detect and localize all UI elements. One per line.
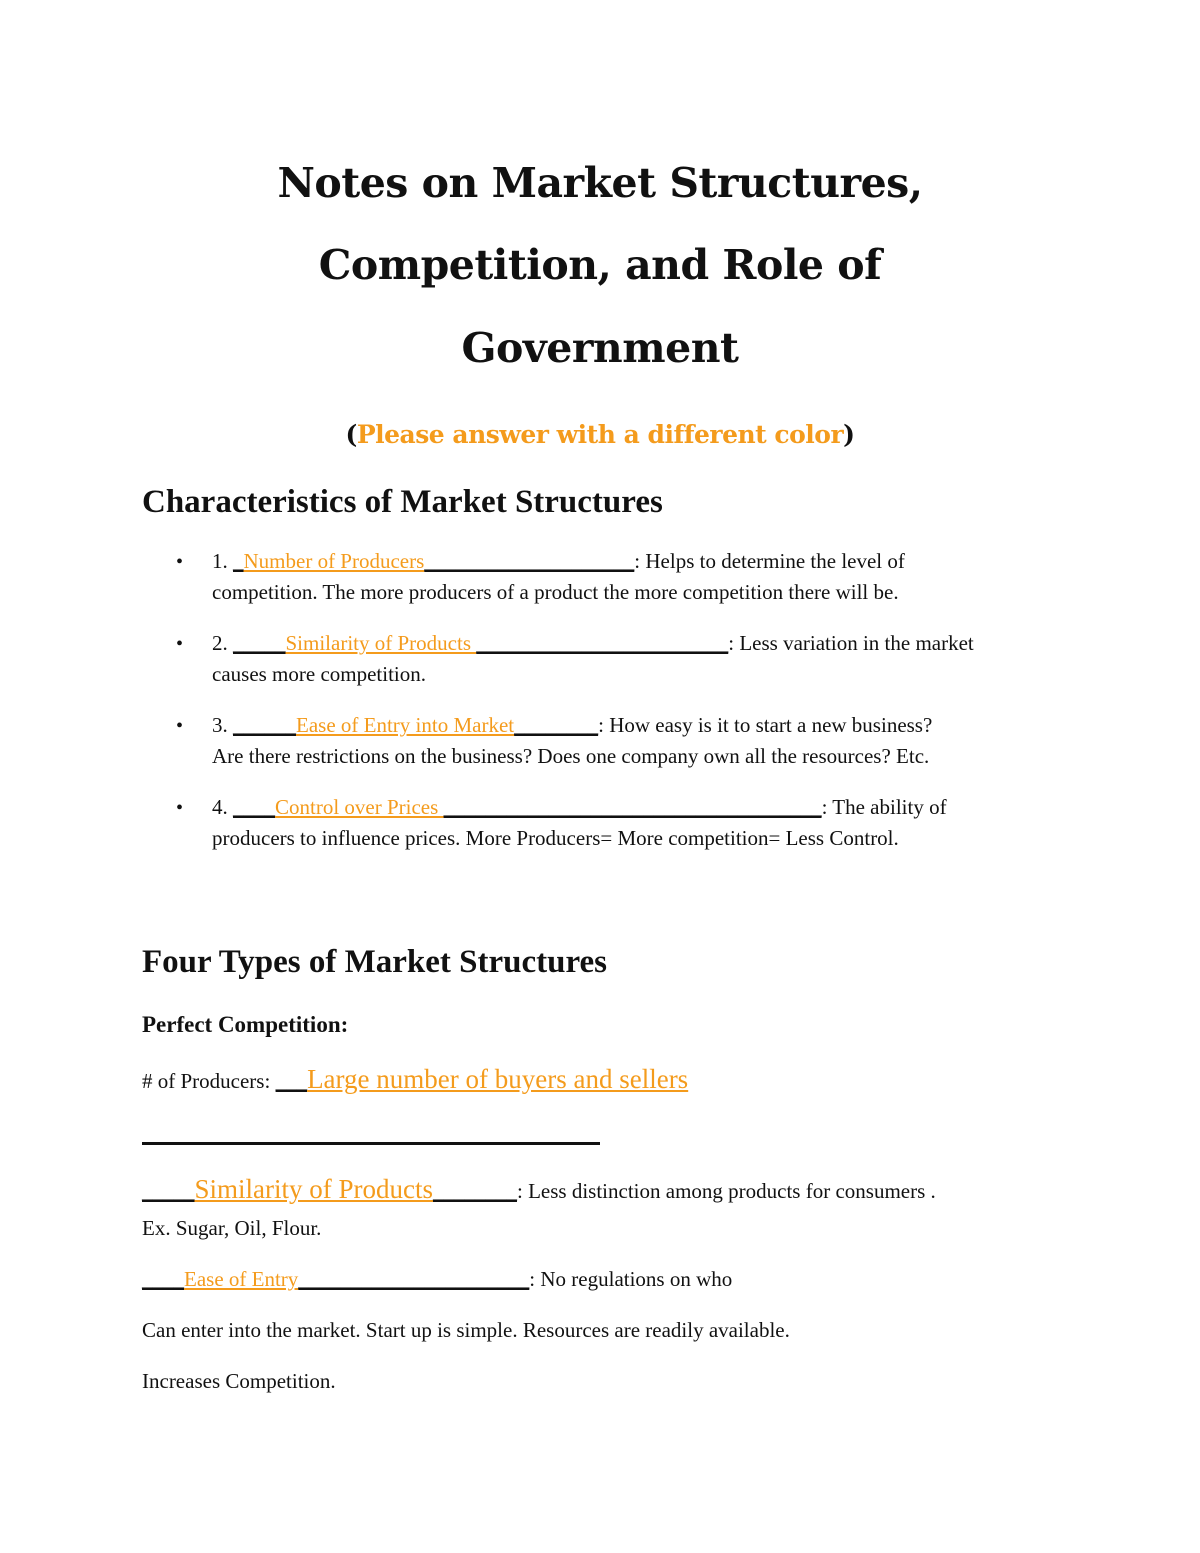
blank-post: ____________________ (424, 549, 635, 573)
list-item (212, 546, 1072, 608)
item-description: : Helps to determine the level of (634, 549, 905, 573)
list-item (212, 710, 1072, 772)
subtitle-close-paren: ) (843, 420, 855, 449)
similarity-blank-post: ________ (433, 1179, 517, 1203)
bullet-4: • (176, 797, 184, 819)
blank-post: ________________________ (476, 631, 729, 655)
example-line: Ex. Sugar, Oil, Flour. (142, 1216, 322, 1240)
title-line-2: Competition, and Role of (318, 241, 882, 289)
blank-post: ____________________________________ (443, 795, 822, 819)
producers-blank: ___ (275, 1069, 308, 1093)
item-description: : Less variation in the market (728, 631, 974, 655)
item-description-continued: causes more competition. (212, 662, 427, 686)
item-description-continued: Are there restrictions on the business? Does one company own all the resources? Etc. (212, 744, 930, 768)
answer-text: Control over Prices (275, 795, 444, 819)
item-description: : The ability of (821, 795, 947, 819)
similarity-answer: Similarity of Products (194, 1174, 433, 1204)
subtitle (0, 420, 1200, 449)
list-item (212, 792, 1072, 854)
subtitle-instruction: Please answer with a different color (356, 420, 844, 449)
section-heading-four-types: Four Types of Market Structures (142, 944, 608, 980)
entry-blank-post: ______________________ (298, 1267, 530, 1291)
entry-line-2: Can enter into the market. Start up is simple. Resources are readily available. (142, 1318, 790, 1342)
blank-pre: _ (233, 549, 244, 573)
answer-text: Similarity of Products (285, 631, 477, 655)
item-number: 1. (212, 549, 233, 573)
entry-line-3: Increases Competition. (142, 1369, 336, 1393)
item-description: : How easy is it to start a new business? (598, 713, 933, 737)
similarity-line (142, 1174, 936, 1207)
item-number: 3. (212, 713, 233, 737)
producers-label: # of Producers: (142, 1069, 276, 1093)
section-heading-characteristics: Characteristics of Market Structures (142, 484, 663, 520)
entry-description: : No regulations on who (529, 1267, 733, 1291)
blank-post: ________ (514, 713, 599, 737)
title-line-3: Government (461, 324, 739, 372)
similarity-description: : Less distinction among products for consumers . (517, 1179, 936, 1203)
subtitle-open-paren: ( (345, 420, 357, 449)
entry-line (142, 1264, 732, 1295)
bullet-2: • (176, 633, 184, 655)
title-line-1: Notes on Market Structures, (277, 159, 923, 207)
blank-pre: ______ (233, 713, 296, 737)
item-description-continued: producers to influence prices. More Producers= More competition= Less Control. (212, 826, 899, 850)
answer-text: Ease of Entry into Market (296, 713, 515, 737)
item-number: 2. (212, 631, 233, 655)
bullet-3: • (176, 715, 184, 737)
entry-blank-pre: ____ (142, 1267, 184, 1291)
producers-answer: Large number of buyers and sellers (307, 1064, 689, 1094)
blank-pre: _____ (233, 631, 286, 655)
answer-line-rule (142, 1142, 600, 1145)
list-item (212, 628, 1072, 690)
producers-line (142, 1064, 688, 1097)
item-description-continued: competition. The more producers of a product the more competition there will be. (212, 580, 899, 604)
bullet-1: • (176, 551, 184, 573)
item-number: 4. (212, 795, 233, 819)
blank-pre: ____ (233, 795, 275, 819)
similarity-blank-pre: _____ (142, 1179, 195, 1203)
subheading-perfect-competition: Perfect Competition: (142, 1012, 349, 1037)
answer-text: Number of Producers (243, 549, 425, 573)
entry-answer: Ease of Entry (184, 1267, 299, 1291)
